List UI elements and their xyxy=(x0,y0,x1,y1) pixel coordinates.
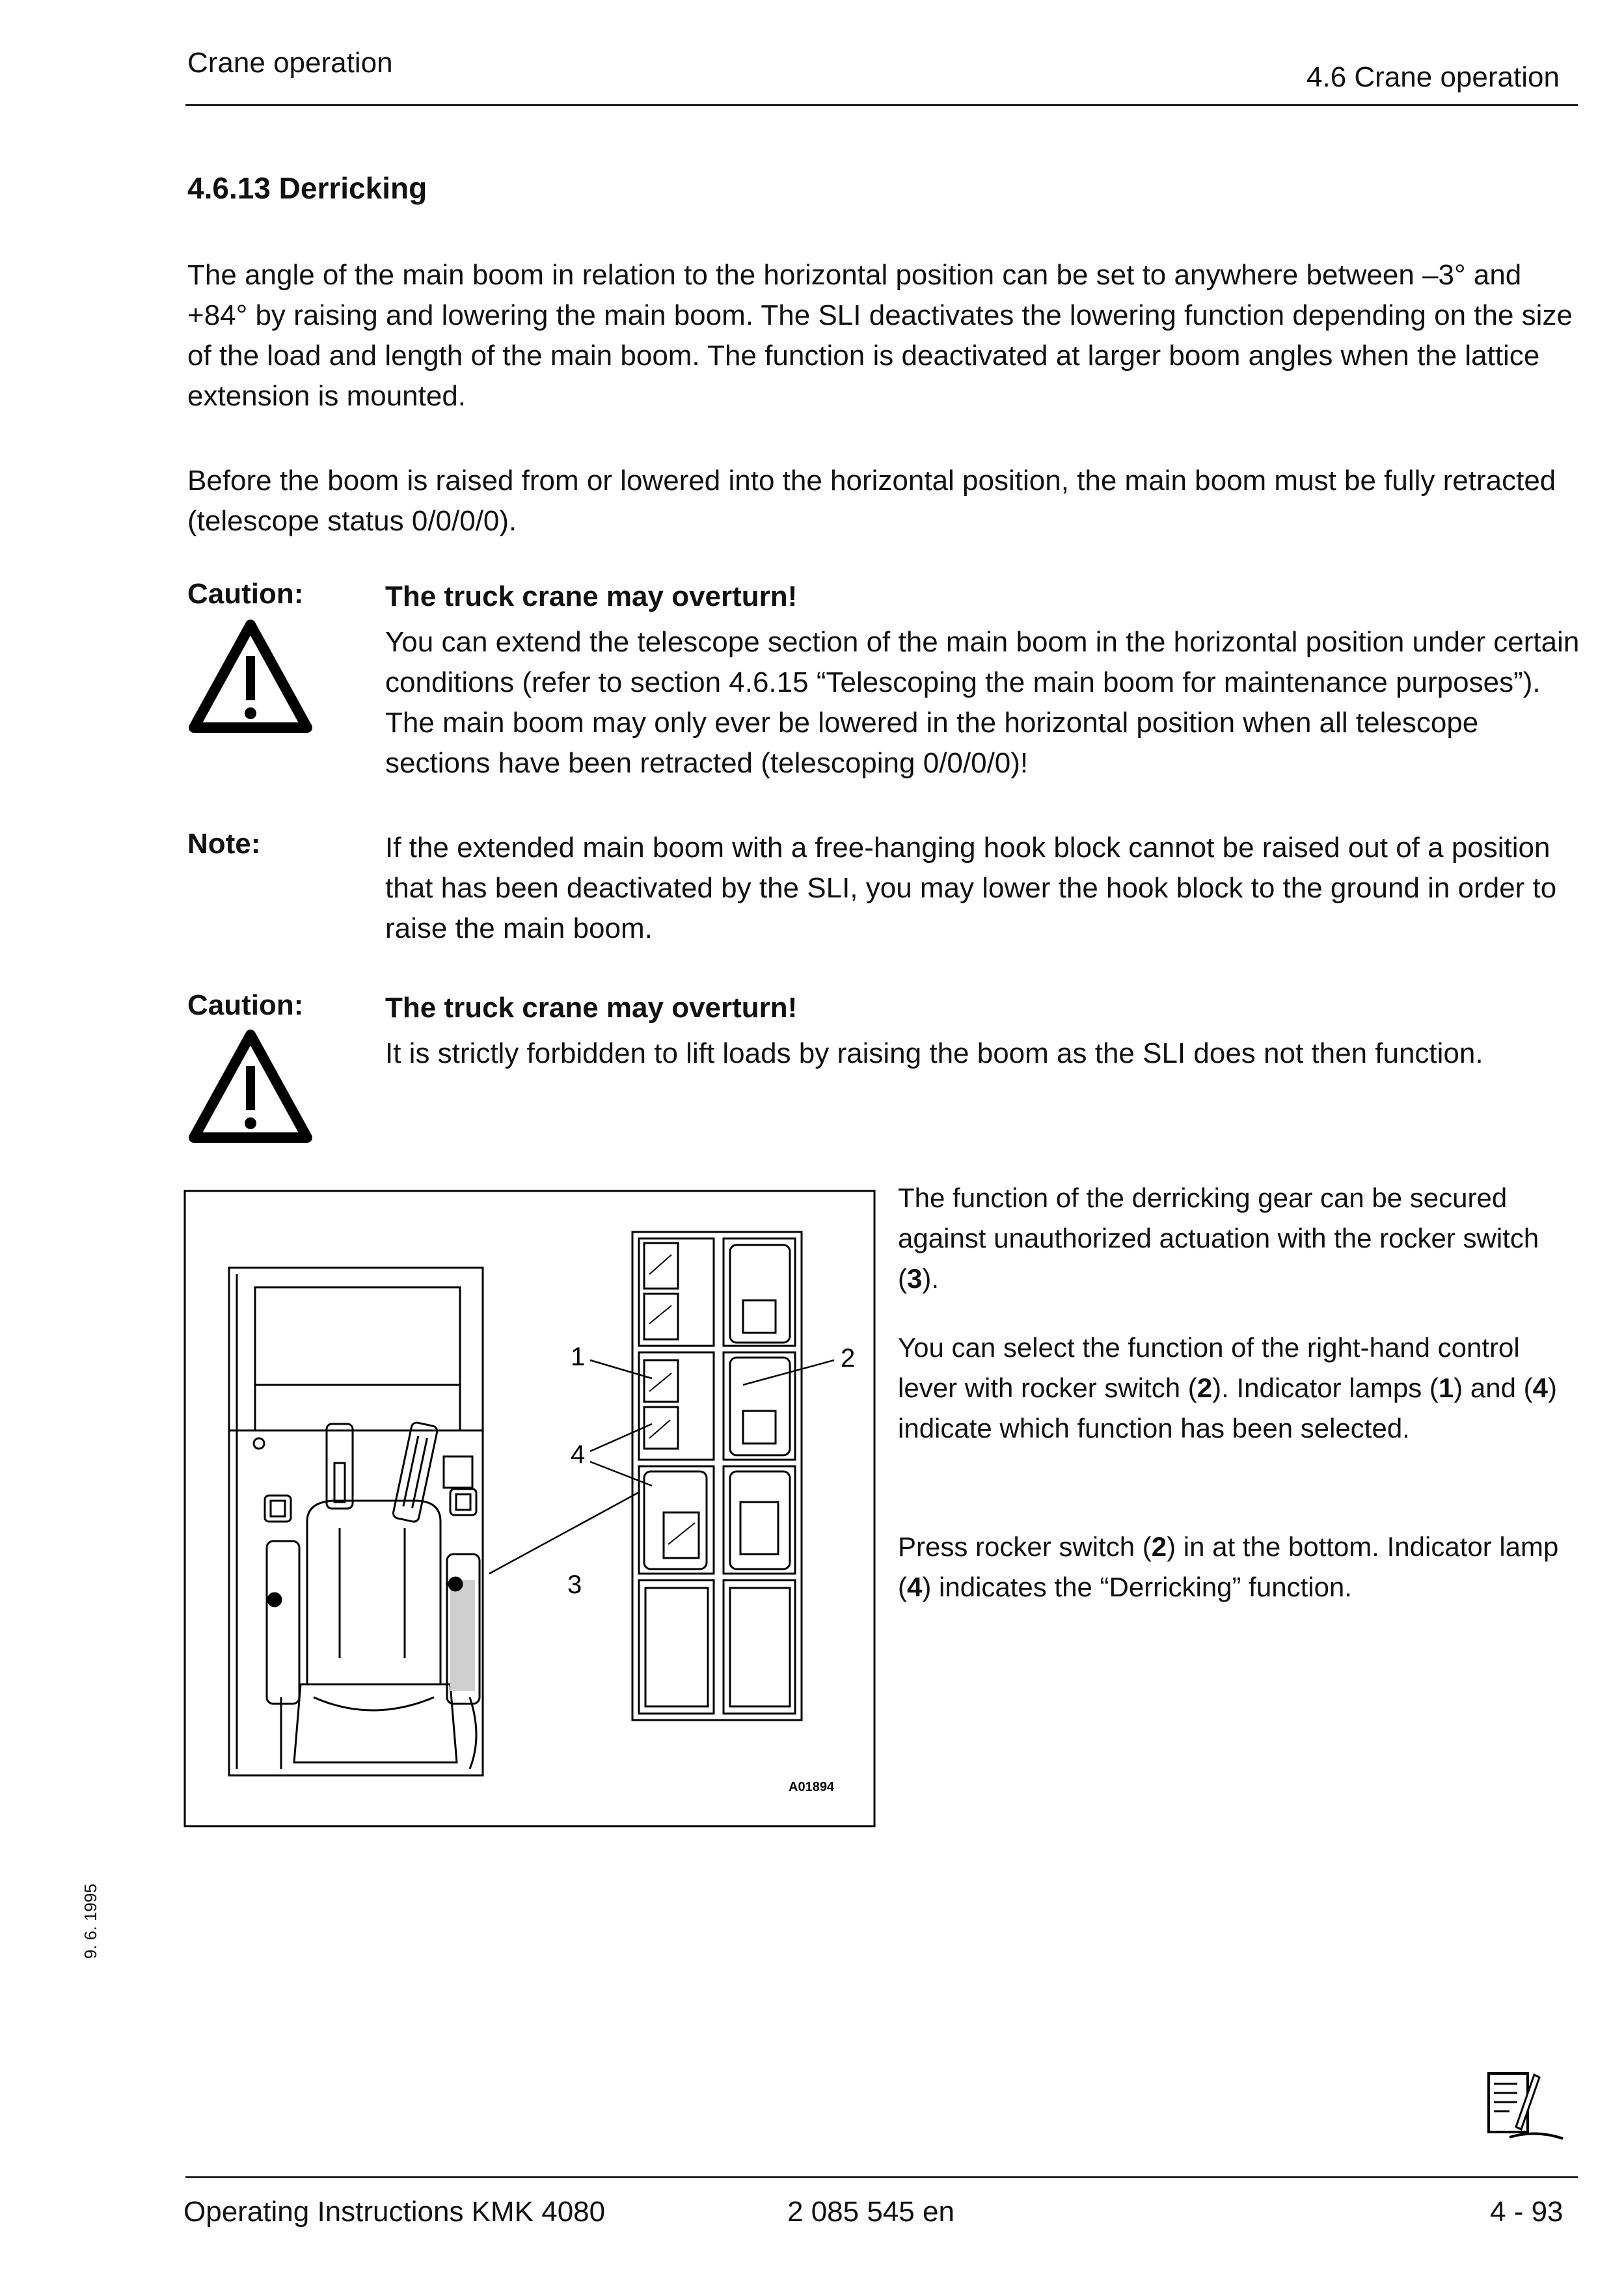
side-paragraph-secure: The function of the derricking gear can be secured against unauthorized actuation with the rocker switch (3). xyxy=(898,1183,1539,1294)
page-number: 4 - 93 xyxy=(1490,2196,1563,2228)
caution-text: It is strictly forbidden to lift loads by raising the boom as the SLI does not then function. xyxy=(385,1037,1483,1069)
side-paragraph-select: You can select the function of the right-hand control lever with rocker switch (2). Indicator lamps (1) and (4) indicate which function has been selected. xyxy=(898,1332,1558,1443)
note-text: If the extended main boom with a free-hanging hook block cannot be raised out of a position that has been deactivated by the SLI, you may lower the hook block to the ground in order to raise the main boom. xyxy=(385,832,1557,944)
document-pen-icon xyxy=(1483,2070,1568,2148)
caution-text: You can extend the telescope section of the main boom in the horizontal position under certain conditions (refer to section 4.6.15 “Telescoping the main boom for maintenance purposes”). The main boom may only ever be lowered in the horizontal position when all telescope sections have been retracted (telescoping 0/0/0/0)! xyxy=(385,626,1580,779)
warning-triangle-icon xyxy=(187,1028,314,1145)
figure-frame xyxy=(185,1191,874,1826)
intro-paragraph: The angle of the main boom in relation to the horizontal position can be set to anywhere between –3° and +84° by raising and lowering the main boom. The SLI deactivates the lowering function depending on the size of the load and length of the main boom. The function is deactivated at larger boom angles when the lattice extension is mounted. xyxy=(187,259,1573,412)
callout-1: 1 xyxy=(571,1343,586,1371)
footer-rule xyxy=(185,2176,1578,2178)
footer-center: 2 085 545 en xyxy=(787,2196,954,2228)
header-left: Crane operation xyxy=(187,47,393,79)
caution-heading: The truck crane may overturn! xyxy=(385,992,798,1024)
header-right: 4.6 Crane operation xyxy=(1306,61,1560,93)
caution-heading: The truck crane may overturn! xyxy=(385,581,798,612)
callout-4: 4 xyxy=(571,1440,586,1469)
retract-paragraph: Before the boom is raised from or lowered into the horizontal position, the main boom must be fully retracted (telescope status 0/0/0/0). xyxy=(187,465,1556,537)
header-rule xyxy=(185,104,1578,106)
cab-control-diagram xyxy=(183,1190,876,1827)
figure-code: A01894 xyxy=(789,1780,835,1794)
margin-date: 9. 6. 1995 xyxy=(81,1883,100,1959)
warning-triangle-icon xyxy=(187,618,314,735)
note-label: Note: xyxy=(187,828,261,860)
callout-2: 2 xyxy=(841,1344,856,1373)
footer-left: Operating Instructions KMK 4080 xyxy=(183,2196,606,2228)
side-paragraph-press: Press rocker switch (2) in at the bottom. Indicator lamp (4) indicates the “Derricking” function. xyxy=(898,1531,1559,1602)
callout-3: 3 xyxy=(567,1570,582,1599)
caution-label: Caution: xyxy=(187,989,304,1021)
caution-label: Caution: xyxy=(187,578,304,610)
section-title: 4.6.13 Derricking xyxy=(187,171,427,205)
